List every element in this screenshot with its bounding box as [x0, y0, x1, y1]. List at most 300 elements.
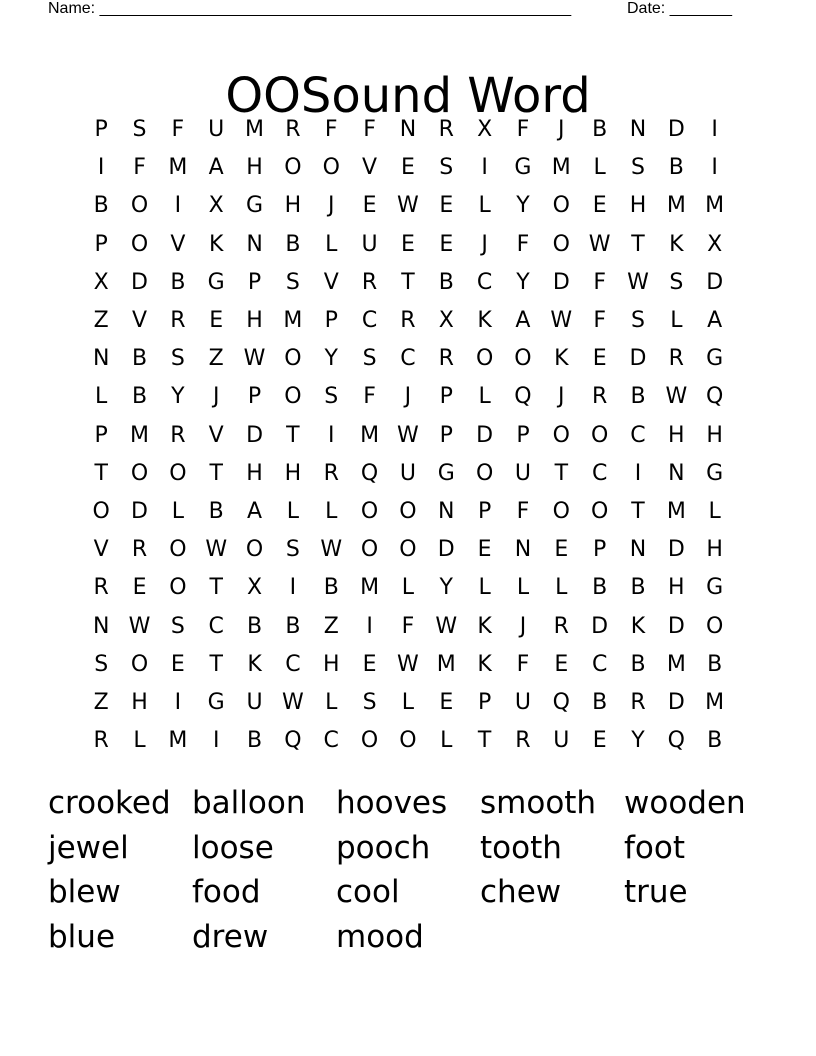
grid-letter: S: [631, 308, 645, 334]
grid-letter: H: [246, 155, 263, 181]
grid-letter: T: [209, 651, 223, 677]
grid-letter: R: [285, 117, 301, 143]
grid-letter: I: [481, 155, 488, 181]
grid-letter: Z: [208, 346, 224, 372]
grid-letter: P: [247, 384, 262, 410]
grid-letter: G: [706, 575, 724, 601]
letter-grid: [82, 111, 734, 760]
grid-letter: X: [93, 269, 109, 295]
grid-letter: P: [324, 308, 338, 334]
grid-letter: O: [322, 155, 340, 181]
grid-letter: S: [324, 384, 339, 410]
grid-letter: H: [668, 575, 685, 601]
grid-letter: L: [325, 498, 338, 524]
name-field-label: Name: _____________________________________________________: [48, 0, 572, 17]
grid-letter: B: [285, 231, 301, 257]
grid-letter: W: [397, 651, 419, 677]
grid-letter: O: [360, 498, 379, 524]
grid-letter: J: [404, 384, 412, 410]
grid-letter: S: [362, 346, 377, 372]
grid-letter: M: [168, 728, 188, 754]
grid-letter: W: [128, 613, 151, 639]
grid-letter: R: [93, 575, 109, 601]
grid-letter: M: [245, 117, 265, 143]
grid-letter: O: [130, 231, 149, 257]
grid-letter: X: [477, 117, 493, 143]
grid-letter: L: [478, 384, 491, 410]
grid-letter: E: [400, 231, 415, 257]
grid-letter: E: [400, 155, 415, 181]
grid-letter: O: [552, 498, 570, 524]
grid-letter: L: [478, 575, 491, 601]
grid-letter: F: [516, 231, 530, 257]
grid-letter: B: [438, 269, 454, 295]
grid-letter: U: [514, 460, 531, 486]
grid-letter: U: [361, 231, 378, 257]
grid-letter: K: [630, 613, 646, 639]
grid-letter: O: [552, 193, 570, 219]
grid-letter: I: [174, 689, 182, 715]
grid-letter: F: [363, 384, 376, 410]
grid-letter: F: [133, 155, 146, 181]
grid-letter: W: [397, 193, 419, 219]
grid-letter: K: [477, 651, 492, 677]
grid-letter: E: [362, 651, 377, 677]
grid-letter: N: [629, 537, 647, 563]
word-list-item: mood: [336, 919, 424, 956]
grid-letter: G: [246, 193, 264, 219]
grid-letter: M: [705, 689, 725, 715]
grid-letter: M: [666, 193, 686, 219]
grid-letter: P: [439, 422, 453, 448]
grid-letter: I: [289, 575, 297, 601]
grid-letter: N: [514, 537, 532, 563]
grid-letter: B: [630, 575, 646, 601]
grid-letter: O: [399, 498, 417, 524]
grid-letter: R: [438, 117, 454, 143]
grid-letter: M: [551, 155, 571, 181]
grid-row: [82, 722, 734, 760]
word-list-item: blue: [48, 919, 116, 956]
grid-letter: P: [477, 498, 492, 524]
grid-letter: M: [360, 575, 380, 601]
grid-letter: J: [327, 193, 335, 219]
grid-letter: B: [707, 651, 723, 677]
grid-letter: V: [131, 308, 148, 334]
grid-letter: Q: [284, 728, 302, 754]
grid-letter: J: [212, 384, 220, 410]
grid-letter: R: [323, 460, 339, 486]
grid-letter: L: [325, 689, 338, 715]
grid-letter: R: [438, 346, 454, 372]
grid-letter: K: [669, 231, 684, 257]
grid-letter: H: [629, 193, 647, 219]
grid-letter: Z: [93, 308, 109, 334]
grid-letter: M: [360, 422, 380, 448]
grid-letter: G: [207, 269, 225, 295]
grid-row: [82, 455, 734, 493]
grid-letter: B: [592, 575, 608, 601]
grid-letter: B: [707, 728, 723, 754]
grid-letter: I: [711, 117, 718, 143]
word-list: [48, 781, 768, 960]
grid-letter: L: [133, 728, 146, 754]
grid-row: [82, 149, 734, 187]
grid-letter: I: [174, 193, 182, 219]
word-list-item: drew: [192, 919, 269, 956]
grid-letter: X: [247, 575, 263, 601]
grid-letter: W: [205, 537, 228, 563]
grid-letter: T: [477, 728, 492, 754]
grid-letter: O: [284, 346, 302, 372]
grid-letter: D: [667, 537, 685, 563]
grid-row: [82, 187, 734, 225]
grid-letter: E: [554, 651, 569, 677]
grid-letter: N: [629, 117, 647, 143]
grid-letter: D: [629, 346, 647, 372]
grid-letter: Z: [323, 613, 339, 639]
grid-letter: O: [552, 422, 570, 448]
grid-letter: Y: [171, 384, 185, 410]
word-list-item: food: [192, 874, 261, 911]
grid-letter: W: [282, 689, 304, 715]
grid-letter: L: [708, 498, 721, 524]
word-list-item: blew: [48, 874, 121, 911]
grid-letter: D: [131, 498, 148, 524]
grid-row: [82, 569, 734, 607]
grid-letter: Q: [667, 728, 685, 754]
grid-letter: O: [514, 346, 532, 372]
grid-letter: E: [592, 728, 607, 754]
grid-letter: G: [437, 460, 455, 486]
grid-letter: H: [246, 460, 263, 486]
grid-letter: F: [363, 117, 376, 143]
grid-letter: E: [439, 193, 454, 219]
grid-letter: C: [323, 728, 339, 754]
grid-letter: O: [399, 728, 417, 754]
grid-letter: D: [131, 269, 148, 295]
grid-letter: L: [171, 498, 184, 524]
grid-letter: L: [286, 498, 300, 524]
grid-letter: C: [400, 346, 416, 372]
grid-letter: W: [320, 537, 343, 563]
grid-letter: O: [284, 384, 302, 410]
grid-letter: F: [516, 651, 530, 677]
grid-letter: T: [631, 231, 645, 257]
grid-letter: H: [131, 689, 148, 715]
grid-letter: B: [285, 613, 301, 639]
grid-letter: D: [437, 537, 455, 563]
grid-letter: P: [439, 384, 453, 410]
grid-letter: W: [665, 384, 688, 410]
grid-row: [82, 378, 734, 416]
grid-letter: M: [666, 651, 686, 677]
grid-row: [82, 417, 734, 455]
grid-letter: A: [208, 155, 224, 181]
grid-letter: E: [362, 193, 377, 219]
grid-letter: E: [554, 537, 569, 563]
grid-letter: R: [131, 537, 148, 563]
grid-letter: D: [476, 422, 494, 448]
grid-letter: B: [247, 728, 263, 754]
grid-letter: T: [554, 460, 569, 486]
grid-letter: O: [130, 193, 149, 219]
grid-letter: J: [558, 384, 565, 410]
word-list-item: true: [624, 874, 688, 911]
grid-letter: I: [366, 613, 373, 639]
grid-letter: R: [668, 346, 684, 372]
grid-letter: U: [514, 689, 531, 715]
grid-letter: I: [327, 422, 335, 448]
grid-letter: P: [477, 689, 492, 715]
grid-letter: C: [361, 308, 378, 334]
grid-letter: C: [208, 613, 224, 639]
grid-letter: B: [668, 155, 684, 181]
grid-letter: O: [284, 155, 302, 181]
grid-letter: M: [436, 651, 456, 677]
grid-letter: T: [401, 269, 415, 295]
grid-letter: X: [208, 193, 224, 219]
grid-letter: F: [516, 498, 530, 524]
grid-letter: S: [170, 346, 185, 372]
grid-letter: N: [399, 117, 417, 143]
grid-letter: S: [439, 155, 454, 181]
grid-letter: J: [558, 117, 565, 143]
grid-letter: A: [707, 308, 723, 334]
grid-letter: B: [630, 651, 646, 677]
grid-letter: S: [285, 537, 300, 563]
grid-letter: W: [550, 308, 573, 334]
grid-letter: O: [169, 575, 187, 601]
grid-letter: W: [435, 613, 458, 639]
grid-letter: W: [588, 231, 611, 257]
grid-letter: S: [669, 269, 684, 295]
grid-letter: L: [670, 308, 683, 334]
grid-letter: B: [592, 689, 608, 715]
grid-letter: B: [247, 613, 263, 639]
grid-letter: K: [554, 346, 569, 372]
date-field-label: Date: _______: [627, 0, 732, 17]
grid-letter: U: [399, 460, 416, 486]
grid-letter: V: [170, 231, 186, 257]
grid-letter: L: [325, 231, 338, 257]
grid-letter: T: [286, 422, 300, 448]
grid-letter: X: [438, 308, 454, 334]
grid-letter: H: [706, 422, 723, 448]
grid-letter: O: [360, 537, 379, 563]
grid-letter: B: [323, 575, 339, 601]
grid-letter: D: [667, 689, 685, 715]
grid-letter: M: [705, 193, 725, 219]
grid-letter: B: [93, 193, 109, 219]
grid-letter: Q: [706, 384, 724, 410]
grid-letter: N: [92, 346, 110, 372]
grid-letter: N: [92, 613, 110, 639]
grid-row: [82, 264, 734, 302]
grid-letter: S: [362, 689, 377, 715]
grid-letter: L: [401, 689, 415, 715]
word-list-item: wooden: [624, 785, 746, 821]
grid-letter: N: [246, 231, 263, 257]
grid-letter: N: [438, 498, 455, 524]
grid-letter: F: [401, 613, 415, 639]
grid-letter: F: [171, 117, 185, 143]
grid-letter: I: [711, 155, 718, 181]
grid-letter: E: [439, 231, 454, 257]
grid-letter: O: [130, 651, 149, 677]
grid-letter: V: [93, 537, 109, 563]
grid-letter: J: [519, 613, 527, 639]
grid-letter: W: [397, 422, 419, 448]
grid-letter: R: [515, 728, 531, 754]
grid-letter: D: [591, 613, 609, 639]
grid-letter: E: [592, 346, 607, 372]
grid-letter: U: [208, 117, 225, 143]
grid-letter: O: [706, 613, 724, 639]
grid-letter: Y: [324, 346, 338, 372]
grid-row: [82, 111, 734, 149]
grid-letter: O: [169, 537, 187, 563]
grid-letter: V: [208, 422, 224, 448]
grid-letter: H: [322, 651, 340, 677]
grid-letter: O: [399, 537, 417, 563]
grid-letter: V: [362, 155, 378, 181]
grid-letter: H: [284, 193, 302, 219]
grid-letter: L: [555, 575, 568, 601]
grid-letter: D: [706, 269, 724, 295]
grid-letter: A: [515, 308, 531, 334]
grid-letter: E: [439, 689, 454, 715]
grid-letter: H: [284, 460, 302, 486]
grid-letter: M: [168, 155, 188, 181]
word-list-item: crooked: [48, 785, 171, 821]
grid-row: [82, 340, 734, 378]
word-list-item: tooth: [480, 829, 562, 866]
grid-row: [82, 302, 734, 340]
grid-letter: A: [247, 498, 263, 524]
grid-letter: O: [475, 346, 494, 372]
grid-letter: E: [592, 193, 607, 219]
grid-letter: O: [590, 498, 609, 524]
grid-letter: H: [706, 537, 723, 563]
grid-letter: R: [361, 269, 378, 295]
grid-letter: G: [207, 689, 225, 715]
grid-letter: P: [247, 269, 262, 295]
grid-letter: R: [170, 422, 186, 448]
grid-letter: K: [208, 231, 224, 257]
grid-letter: R: [93, 728, 109, 754]
grid-letter: O: [92, 498, 110, 524]
grid-letter: I: [97, 155, 105, 181]
grid-letter: B: [630, 384, 646, 410]
grid-letter: D: [667, 117, 685, 143]
grid-letter: Z: [93, 689, 109, 715]
grid-letter: E: [477, 537, 492, 563]
grid-letter: F: [324, 117, 338, 143]
page-title: OOSound Word: [225, 68, 591, 125]
grid-letter: K: [247, 651, 262, 677]
grid-letter: K: [477, 308, 492, 334]
grid-letter: V: [323, 269, 339, 295]
grid-letter: D: [246, 422, 264, 448]
grid-letter: U: [553, 728, 570, 754]
grid-letter: O: [552, 231, 570, 257]
grid-letter: R: [630, 689, 646, 715]
grid-letter: S: [94, 651, 109, 677]
grid-letter: Y: [631, 728, 645, 754]
grid-row: [82, 493, 734, 531]
grid-letter: L: [516, 575, 530, 601]
word-list-item: balloon: [192, 785, 306, 821]
grid-letter: O: [130, 460, 149, 486]
grid-letter: C: [630, 422, 646, 448]
grid-letter: Y: [439, 575, 453, 601]
grid-letter: T: [631, 498, 645, 524]
word-list-item: cool: [336, 874, 400, 911]
grid-letter: B: [170, 269, 186, 295]
grid-letter: S: [170, 613, 185, 639]
grid-letter: T: [209, 575, 223, 601]
grid-letter: O: [475, 460, 494, 486]
grid-letter: I: [212, 728, 220, 754]
grid-letter: E: [170, 651, 185, 677]
grid-letter: B: [131, 346, 148, 372]
grid-letter: F: [593, 308, 606, 334]
grid-letter: Q: [552, 689, 570, 715]
grid-letter: Y: [516, 193, 530, 219]
grid-letter: L: [593, 155, 606, 181]
grid-letter: G: [514, 155, 532, 181]
grid-row: [82, 531, 734, 569]
grid-letter: O: [245, 537, 264, 563]
grid-letter: L: [478, 193, 491, 219]
grid-letter: K: [477, 613, 492, 639]
grid-letter: S: [285, 269, 300, 295]
grid-letter: M: [666, 498, 686, 524]
grid-letter: J: [481, 231, 488, 257]
grid-letter: T: [209, 460, 223, 486]
grid-letter: C: [476, 269, 493, 295]
grid-row: [82, 226, 734, 264]
grid-letter: W: [243, 346, 266, 372]
grid-letter: B: [592, 117, 608, 143]
grid-letter: D: [667, 613, 685, 639]
grid-letter: X: [707, 231, 723, 257]
grid-letter: M: [130, 422, 149, 448]
grid-letter: F: [516, 117, 530, 143]
word-list-item: loose: [192, 829, 274, 866]
word-list-item: smooth: [480, 785, 597, 821]
grid-letter: L: [440, 728, 453, 754]
grid-row: [82, 646, 734, 684]
word-list-item: chew: [480, 874, 562, 911]
grid-letter: Q: [514, 384, 532, 410]
grid-letter: R: [591, 384, 608, 410]
grid-letter: Q: [360, 460, 379, 486]
grid-letter: R: [400, 308, 416, 334]
grid-letter: R: [553, 613, 569, 639]
grid-letter: D: [552, 269, 570, 295]
grid-letter: P: [94, 422, 108, 448]
grid-letter: O: [169, 460, 187, 486]
grid-letter: G: [706, 346, 724, 372]
grid-letter: B: [131, 384, 148, 410]
grid-letter: C: [285, 651, 301, 677]
grid-letter: O: [360, 728, 379, 754]
grid-row: [82, 684, 734, 722]
grid-letter: H: [246, 308, 263, 334]
grid-letter: P: [94, 231, 108, 257]
